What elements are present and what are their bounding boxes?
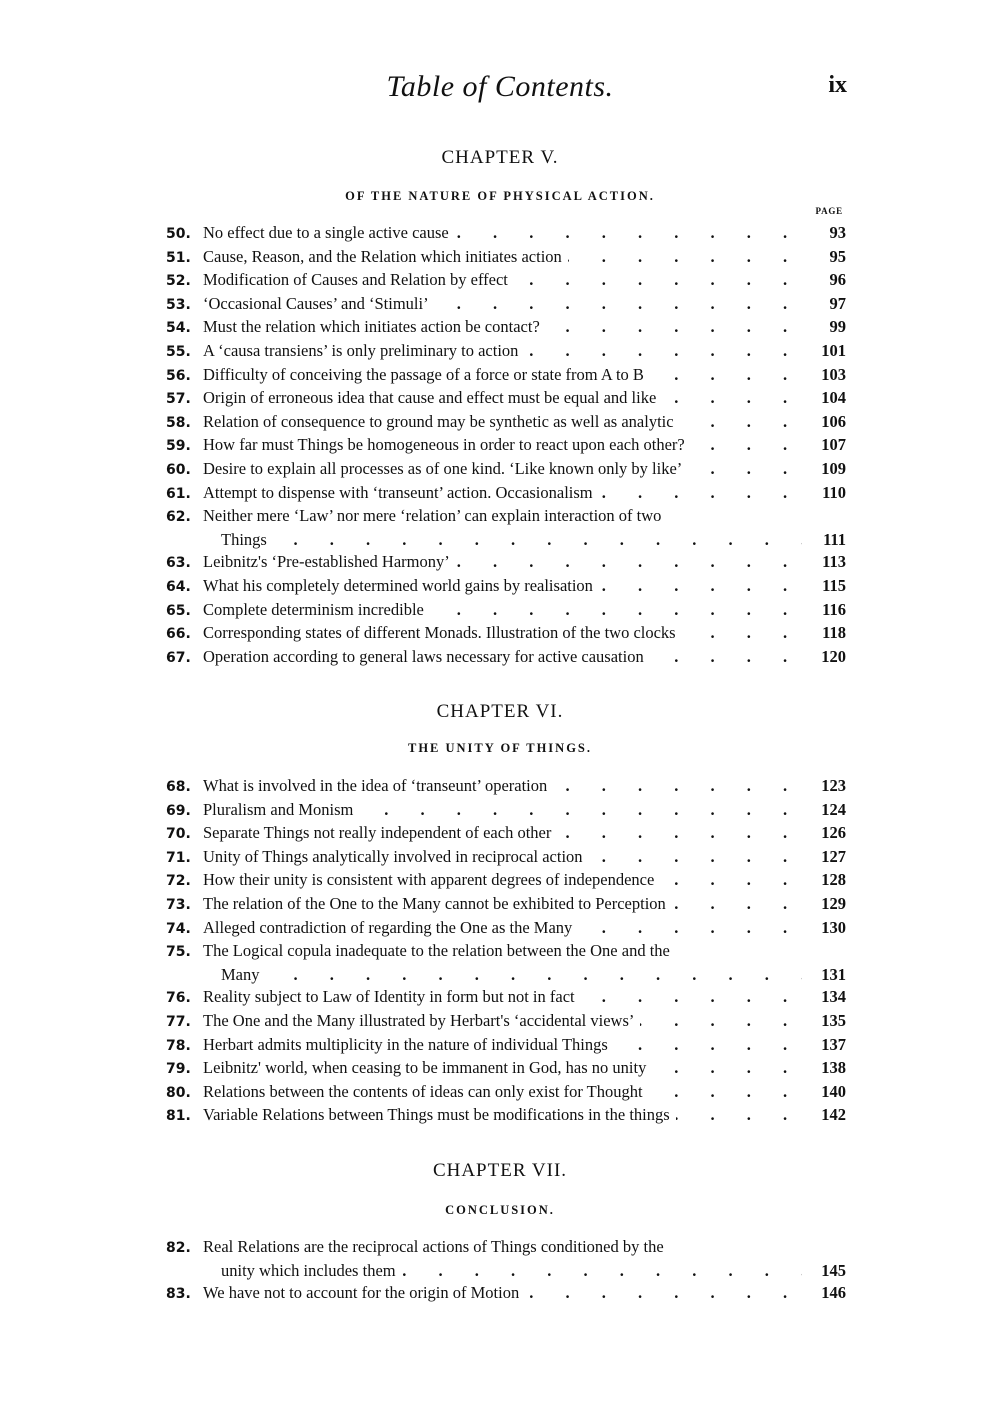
entry-title-continued	[221, 964, 802, 987]
entry-title-continued	[221, 1260, 802, 1283]
toc-entry-line	[166, 599, 846, 623]
entry-title	[203, 269, 802, 292]
entry-title: Real Relations are the reciprocal actions of Things conditioned by the	[203, 1237, 664, 1256]
entry-number: 77.	[166, 1013, 191, 1030]
toc-entry	[166, 222, 846, 246]
toc-entry-line	[166, 529, 846, 552]
entry-title	[203, 1034, 802, 1057]
entry-title	[203, 222, 802, 245]
toc-entry-line	[166, 551, 846, 575]
toc-entry	[166, 387, 846, 411]
entry-number: 69.	[166, 802, 191, 819]
entry-title-text: Herbart admits multiplicity in the nature of individual Things	[203, 1035, 614, 1054]
entry-number: 57.	[166, 391, 191, 408]
entry-title	[203, 316, 802, 339]
entry-title-text: Variable Relations between Things must be modifications in the things	[203, 1105, 676, 1124]
toc-entry	[166, 1034, 846, 1058]
entry-page: 138	[821, 1058, 846, 1078]
entry-page: 99	[829, 317, 846, 337]
entry-page: 101	[821, 340, 846, 360]
entry-title	[203, 411, 802, 434]
toc-entry-line	[166, 269, 846, 293]
entry-number: 82.	[166, 1240, 191, 1256]
entry-page: 93	[829, 223, 846, 242]
entry-title-text: ‘Occasional Causes’ and ‘Stimuli’	[203, 294, 435, 313]
toc-entry	[166, 458, 846, 482]
toc-entry	[166, 246, 846, 270]
toc-entry	[166, 411, 846, 435]
entry-title-text: How their unity is consistent with apparent degrees of independence	[203, 870, 660, 889]
entry-number: 78.	[166, 1037, 191, 1054]
entry-number: 68.	[166, 779, 191, 795]
toc-entry-line	[166, 411, 846, 435]
entry-title-continued-text: Things	[221, 530, 273, 549]
entry-page: 116	[822, 599, 846, 619]
toc-entry	[166, 575, 846, 599]
entry-page: 129	[821, 893, 846, 913]
entry-title-text: Operation according to general laws necessary for active causation	[203, 647, 650, 666]
entry-title: The Logical copula inadequate to the relation between the One and the	[203, 941, 670, 961]
toc-entry-line	[166, 575, 846, 599]
entry-title-text: What his completely determined world gains by realisation	[203, 576, 599, 595]
entry-number: 70.	[166, 826, 191, 843]
entry-number: 59.	[166, 438, 191, 455]
entry-title-text: Origin of erroneous idea that cause and effect must be equal and like	[203, 388, 662, 407]
toc-entry	[166, 986, 846, 1010]
toc-entry-line	[166, 1010, 846, 1034]
entry-title-text: Pluralism and Monism	[203, 800, 359, 819]
entry-page: 107	[821, 435, 846, 455]
toc-entry	[166, 646, 846, 670]
running-head	[0, 70, 1000, 110]
entry-title	[203, 1010, 802, 1033]
entry-page: 111	[823, 529, 846, 549]
entry-page: 106	[821, 411, 846, 431]
entry-title-continued-text: unity which includes them	[221, 1261, 402, 1280]
entry-number: 74.	[166, 920, 191, 937]
entry-title-continued-text: Many	[221, 965, 266, 984]
entry-number: 67.	[166, 649, 191, 666]
entry-title: Neither mere ‘Law’ nor mere ‘relation’ can explain interaction of two	[203, 506, 662, 526]
entry-title	[203, 364, 802, 387]
entry-title-continued	[221, 529, 802, 552]
entry-number: 76.	[166, 990, 191, 1007]
entry-page: 140	[821, 1081, 846, 1101]
entry-number: 81.	[166, 1108, 191, 1125]
entry-title-text: Leibnitz's ‘Pre-established Harmony’	[203, 552, 456, 571]
entry-page: 103	[821, 364, 846, 384]
toc-entry-line	[166, 986, 846, 1010]
entry-title	[203, 869, 802, 892]
toc-entry-line	[166, 1282, 846, 1306]
entry-title	[203, 917, 802, 940]
entry-title-text: What is involved in the idea of ‘transeunt’ operation	[203, 776, 553, 795]
entry-title-text: Leibnitz' world, when ceasing to be immanent in God, has no unity	[203, 1058, 652, 1077]
entry-number: 51.	[166, 249, 191, 266]
toc-entry	[166, 551, 846, 575]
toc-entry	[166, 340, 846, 364]
entry-title	[203, 799, 802, 822]
entry-title	[203, 293, 802, 316]
entry-title	[203, 622, 802, 645]
chapter-heading: CHAPTER VI.	[436, 701, 564, 722]
toc-entry-line	[166, 940, 846, 964]
entry-title-text: Corresponding states of different Monads. Illustration of the two clocks	[203, 623, 682, 642]
entry-title-text: A ‘causa transiens’ is only preliminary to action	[203, 341, 524, 360]
entry-number: 58.	[166, 414, 191, 431]
toc-entry-line	[166, 964, 846, 987]
entry-title	[203, 340, 802, 363]
entry-page: 134	[821, 987, 846, 1007]
entry-title	[203, 822, 802, 845]
entry-title	[203, 646, 802, 669]
entry-title	[203, 775, 802, 798]
entry-title	[203, 986, 802, 1009]
entry-page: 137	[821, 1034, 846, 1054]
chapter-subtitle: CONCLUSION.	[445, 1203, 555, 1217]
entry-number: 64.	[166, 578, 191, 595]
toc-entry	[166, 775, 846, 799]
entry-number: 60.	[166, 461, 191, 478]
toc-entry-line	[166, 1057, 846, 1081]
entry-title-text: Reality subject to Law of Identity in form but not in fact	[203, 987, 581, 1006]
toc-entry	[166, 940, 846, 986]
entry-title	[203, 434, 802, 457]
toc-entry	[166, 846, 846, 870]
entry-page: 97	[829, 293, 846, 313]
entry-title	[203, 387, 802, 410]
entry-page: 95	[829, 246, 846, 266]
toc-entry	[166, 1057, 846, 1081]
entry-number: 72.	[166, 873, 191, 890]
toc-list	[166, 1236, 846, 1306]
toc-entry	[166, 917, 846, 941]
entry-page: 128	[821, 870, 846, 890]
entry-title-text: Separate Things not really independent of each other	[203, 823, 557, 842]
entry-page: 96	[829, 270, 846, 290]
entry-title	[203, 458, 802, 481]
toc-entry-line	[166, 1236, 846, 1260]
toc-entry-line	[166, 893, 846, 917]
entry-number: 71.	[166, 849, 191, 866]
entry-number: 56.	[166, 367, 191, 384]
entry-page: 131	[821, 964, 846, 984]
entry-title	[203, 246, 802, 269]
entry-title-text: No effect due to a single active cause	[203, 223, 455, 242]
entry-title-text: Cause, Reason, and the Relation which initiates action	[203, 247, 568, 266]
entry-title	[203, 1104, 802, 1127]
toc-entry-line	[166, 1081, 846, 1105]
toc-entry	[166, 1104, 846, 1128]
chapter-subtitle: THE UNITY OF THINGS.	[407, 741, 592, 755]
entry-page: 142	[821, 1105, 846, 1125]
entry-title-text: The relation of the One to the Many cannot be exhibited to Perception	[203, 894, 672, 913]
entry-page: 145	[821, 1260, 846, 1280]
entry-number: 80.	[166, 1084, 191, 1101]
entry-title	[203, 482, 802, 505]
entry-number: 55.	[166, 343, 191, 360]
toc-entry-line	[166, 505, 846, 529]
entry-title-text: The One and the Many illustrated by Herbart's ‘accidental views’	[203, 1011, 640, 1030]
entry-number: 63.	[166, 555, 191, 572]
entry-title	[203, 1057, 802, 1080]
entry-title	[203, 846, 802, 869]
entry-title	[203, 1282, 802, 1305]
chapter-heading: CHAPTER V.	[441, 147, 559, 168]
toc-entry	[166, 293, 846, 317]
toc-entry	[166, 1282, 846, 1306]
toc-entry-line	[166, 387, 846, 411]
entry-page: 130	[821, 917, 846, 937]
chapter-heading: CHAPTER VII.	[432, 1160, 568, 1181]
toc-entry	[166, 893, 846, 917]
toc-entry-line	[166, 622, 846, 646]
toc-entry-line	[166, 458, 846, 482]
toc-entry	[166, 1081, 846, 1105]
toc-entry-line	[166, 222, 846, 246]
toc-entry-line	[166, 482, 846, 506]
toc-entry-line	[166, 799, 846, 823]
entry-page: 110	[822, 482, 846, 502]
entry-page: 127	[821, 846, 846, 866]
entry-title-text: Desire to explain all processes as of one kind. ‘Like known only by like’	[203, 459, 688, 478]
entry-page: 113	[822, 552, 846, 572]
entry-title-text: Relations between the contents of ideas can only exist for Thought	[203, 1082, 649, 1101]
toc-entry-line	[166, 1104, 846, 1128]
entry-title	[203, 551, 802, 574]
entry-number: 79.	[166, 1061, 191, 1078]
entry-title-text: We have not to account for the origin of Motion	[203, 1283, 525, 1302]
toc-entry-line	[166, 646, 846, 670]
toc-entry	[166, 1010, 846, 1034]
entry-title	[203, 1081, 802, 1104]
entry-page: 104	[821, 388, 846, 408]
toc-entry-line	[166, 846, 846, 870]
entry-page: 109	[821, 458, 846, 478]
entry-title-text: How far must Things be homogeneous in order to react upon each other?	[203, 435, 691, 454]
toc-entry	[166, 482, 846, 506]
entry-number: 50.	[166, 226, 191, 242]
toc-entry	[166, 599, 846, 623]
toc-entry-line	[166, 293, 846, 317]
toc-entry-line	[166, 246, 846, 270]
entry-number: 75.	[166, 944, 191, 961]
entry-page: 118	[822, 623, 846, 643]
toc-entry-line	[166, 364, 846, 388]
toc-list	[166, 775, 846, 1128]
toc-entry-line	[166, 822, 846, 846]
toc-list	[166, 222, 846, 669]
toc-entry	[166, 364, 846, 388]
entry-number: 61.	[166, 485, 191, 502]
entry-number: 73.	[166, 896, 191, 913]
running-title: Table of Contents.	[386, 70, 614, 103]
entry-number: 66.	[166, 626, 191, 643]
toc-entry	[166, 822, 846, 846]
toc-entry-line	[166, 917, 846, 941]
toc-entry	[166, 316, 846, 340]
entry-number: 54.	[166, 320, 191, 337]
entry-title-text: Complete determinism incredible	[203, 600, 430, 619]
toc-entry-line	[166, 1260, 846, 1283]
entry-title-text: Attempt to dispense with ‘transeunt’ action. Occasionalism	[203, 483, 599, 502]
toc-entry-line	[166, 316, 846, 340]
toc-entry-line	[166, 340, 846, 364]
entry-page: 126	[821, 823, 846, 843]
entry-page: 123	[821, 776, 846, 795]
entry-page: 135	[821, 1010, 846, 1030]
toc-entry-line	[166, 775, 846, 799]
toc-entry	[166, 799, 846, 823]
entry-number: 52.	[166, 273, 191, 290]
toc-entry	[166, 1236, 846, 1282]
entry-page: 146	[821, 1283, 846, 1303]
toc-entry	[166, 622, 846, 646]
page-column-label: PAGE	[815, 206, 843, 216]
entry-page: 115	[822, 575, 846, 595]
entry-title-text: Modification of Causes and Relation by effect	[203, 270, 514, 289]
entry-title	[203, 599, 802, 622]
entry-title-text: Unity of Things analytically involved in reciprocal action	[203, 847, 589, 866]
chapter-subtitle: OF THE NATURE OF PHYSICAL ACTION.	[345, 189, 655, 203]
toc-entry	[166, 269, 846, 293]
entry-page: 124	[821, 799, 846, 819]
entry-number: 53.	[166, 296, 191, 313]
toc-entry-line	[166, 869, 846, 893]
entry-title-text: Difficulty of conceiving the passage of a force or state from A to B	[203, 365, 650, 384]
toc-entry	[166, 869, 846, 893]
entry-title-text: Must the relation which initiates action be contact?	[203, 317, 546, 336]
entry-title-text: Alleged contradiction of regarding the One as the Many	[203, 918, 578, 937]
entry-number: 65.	[166, 602, 191, 619]
entry-title	[203, 575, 802, 598]
entry-title	[203, 893, 802, 916]
entry-number: 83.	[166, 1286, 191, 1303]
toc-entry	[166, 434, 846, 458]
toc-entry	[166, 505, 846, 551]
entry-page: 120	[821, 646, 846, 666]
toc-entry-line	[166, 434, 846, 458]
entry-title-text: Relation of consequence to ground may be synthetic as well as analytic	[203, 412, 680, 431]
toc-entry-line	[166, 1034, 846, 1058]
page-number: ix	[828, 72, 847, 98]
entry-number: 62.	[166, 509, 191, 526]
